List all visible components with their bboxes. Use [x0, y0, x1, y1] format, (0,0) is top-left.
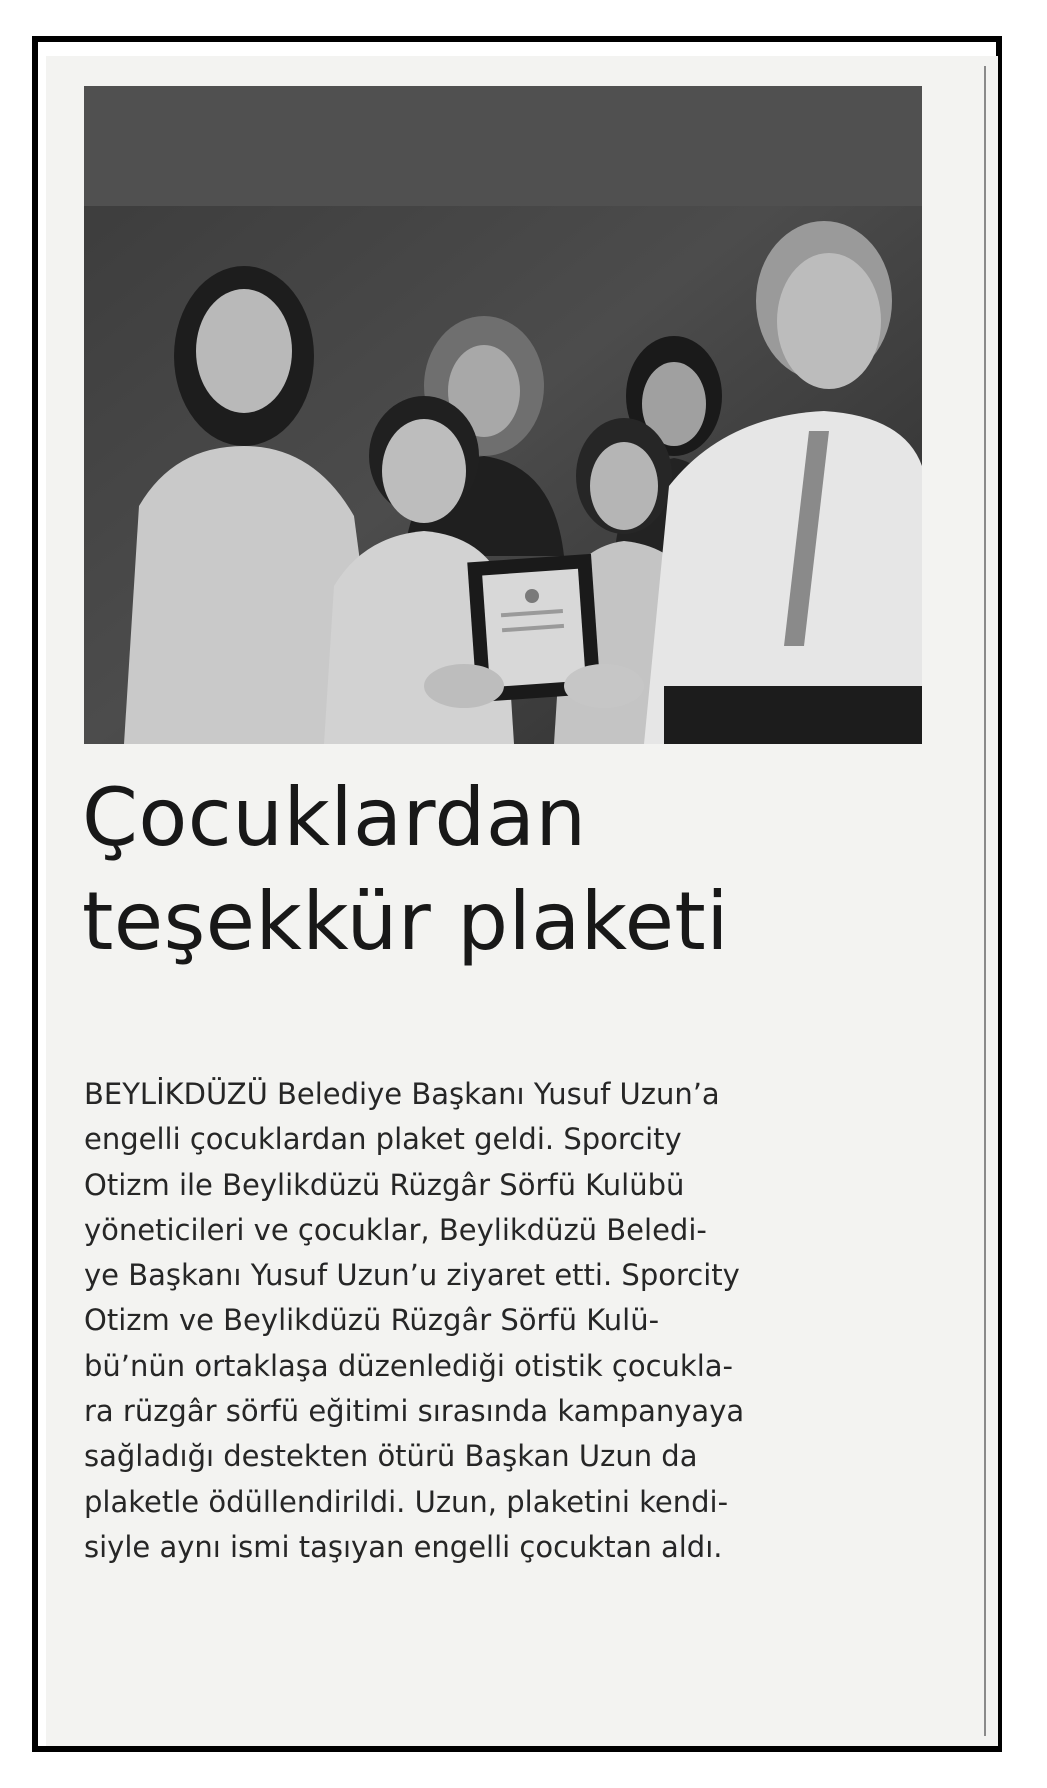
body-line: ye Başkanı Yusuf Uzun’u ziyaret etti. Sporcity — [84, 1258, 740, 1293]
news-photo — [84, 86, 922, 744]
body-line: BEYLİKDÜZÜ Belediye Başkanı Yusuf Uzun’a — [84, 1077, 720, 1111]
headline-line-1: Çocuklardan — [82, 771, 587, 864]
body-line: ra rüzgâr sörfü eğitimi sırasında kampanyaya — [84, 1394, 745, 1429]
body-line: sağladığı destekten ötürü Başkan Uzun da — [84, 1439, 698, 1474]
article-body — [84, 1072, 944, 1570]
body-line: yöneticileri ve çocuklar, Beylikdüzü Beledi- — [84, 1212, 707, 1247]
body-line: Otizm ile Beylikdüzü Rüzgâr Sörfü Kulübü — [84, 1167, 685, 1202]
body-line: engelli çocuklardan plaket geldi. Sporcity — [84, 1122, 682, 1157]
headline-line-2: teşekkür plaketi — [82, 875, 730, 968]
body-line: plaketle ödüllendirildi. Uzun, plaketini kendi- — [84, 1484, 729, 1519]
newspaper-clipping — [46, 56, 998, 1746]
body-line: siyle aynı ismi taşıyan engelli çocuktan aldı. — [84, 1529, 723, 1564]
photo-plaque-ceremony-icon — [84, 86, 922, 744]
body-line: bü’nün ortaklaşa düzenlediği otistik çocukla- — [84, 1348, 733, 1383]
headline — [82, 766, 942, 974]
column-rule — [984, 66, 986, 1736]
body-line: Otizm ve Beylikdüzü Rüzgâr Sörfü Kulü- — [84, 1303, 660, 1338]
clipping-frame — [32, 36, 1002, 1752]
